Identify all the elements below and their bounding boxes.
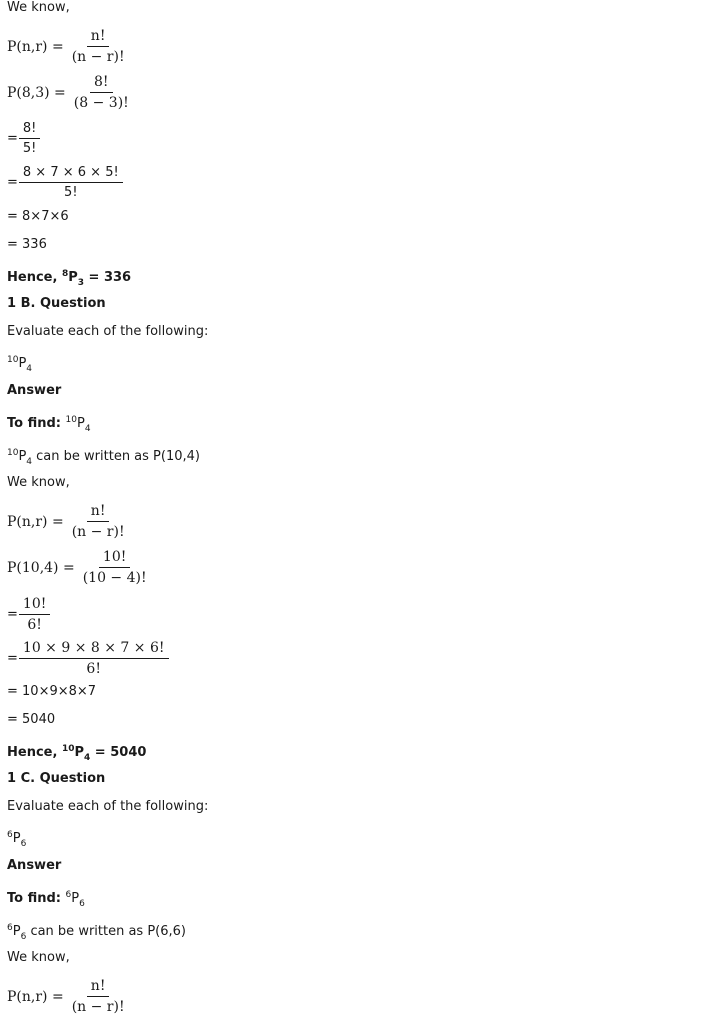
numerator: 10 × 9 × 8 × 7 × 6! <box>19 640 169 659</box>
equals-sign: = <box>7 607 18 622</box>
numerator: n! <box>87 28 110 47</box>
to-find-label: To find: <box>7 416 66 431</box>
formula-lhs: P(8,3) = <box>7 84 66 101</box>
question-expression <box>7 827 26 852</box>
superscript: 10 <box>65 415 77 425</box>
text-rest: can be written as P(10,4) <box>32 449 200 464</box>
equals-sign: = <box>7 175 18 190</box>
permutation-symbol: P <box>76 416 85 431</box>
text-line: We know, <box>7 475 70 490</box>
conclusion-prefix: Hence, <box>7 745 62 760</box>
formula-step <box>7 165 123 200</box>
fraction <box>79 549 151 586</box>
denominator: (8 − 3)! <box>73 95 129 111</box>
denominator: (n − r)! <box>71 49 125 65</box>
numerator: 10! <box>19 596 50 615</box>
answer-heading: Answer <box>7 383 62 398</box>
question-expression <box>7 352 32 377</box>
fraction <box>68 28 129 65</box>
to-find-label: To find: <box>7 891 66 906</box>
formula-permutation <box>7 978 129 1015</box>
text-line: = 10×9×8×7 <box>7 684 97 699</box>
fraction <box>19 640 169 677</box>
denominator: (n − r)! <box>71 999 125 1015</box>
fraction <box>70 74 133 111</box>
denominator: 5! <box>22 141 37 156</box>
denominator: (n − r)! <box>71 524 125 540</box>
permutation-symbol: P <box>74 745 85 760</box>
formula-step <box>7 596 50 633</box>
permutation-symbol: P <box>68 270 78 285</box>
numerator: 8! <box>19 121 40 139</box>
text-line: We know, <box>7 950 70 965</box>
superscript: 10 <box>7 355 19 365</box>
formula-p-8-3 <box>7 74 133 111</box>
equals-sign: = <box>7 131 18 146</box>
fraction <box>68 978 129 1015</box>
denominator: (10 − 4)! <box>82 570 147 586</box>
conclusion-value: = 336 <box>84 270 132 285</box>
denominator: 6! <box>86 661 101 677</box>
numerator: 8! <box>90 74 113 93</box>
subscript: 6 <box>20 839 27 849</box>
numerator: n! <box>87 978 110 997</box>
text-line <box>7 445 200 470</box>
question-heading: 1 C. Question <box>7 771 106 786</box>
conclusion-prefix: Hence, <box>7 270 62 285</box>
text-line: = 5040 <box>7 712 56 727</box>
permutation-symbol: P <box>71 891 80 906</box>
superscript: 8 <box>61 269 69 279</box>
to-find-line <box>7 412 91 437</box>
numerator: n! <box>87 503 110 522</box>
formula-lhs: P(10,4) = <box>7 559 75 576</box>
text-line: = 8×7×6 <box>7 209 69 224</box>
subscript: 4 <box>26 457 33 467</box>
question-heading: 1 B. Question <box>7 296 106 311</box>
formula-p-10-4 <box>7 549 151 586</box>
formula-lhs: P(n,r) = <box>7 988 64 1005</box>
formula-lhs: P(n,r) = <box>7 38 64 55</box>
subscript: 6 <box>79 899 85 909</box>
question-text: Evaluate each of the following: <box>7 799 209 814</box>
question-text: Evaluate each of the following: <box>7 324 209 339</box>
answer-heading: Answer <box>7 858 62 873</box>
conclusion-line <box>7 266 131 291</box>
subscript: 4 <box>84 753 91 763</box>
fraction <box>19 165 123 200</box>
formula-lhs: P(n,r) = <box>7 513 64 530</box>
conclusion-value: = 5040 <box>90 745 147 760</box>
fraction <box>19 596 50 633</box>
text-rest: can be written as P(6,6) <box>26 924 186 939</box>
fraction <box>68 503 129 540</box>
text-line: = 336 <box>7 237 47 252</box>
permutation-symbol: P <box>18 449 27 464</box>
subscript: 6 <box>20 932 27 942</box>
superscript: 6 <box>7 923 13 933</box>
conclusion-line <box>7 741 146 766</box>
text-line <box>7 920 186 945</box>
formula-step <box>7 640 169 677</box>
superscript: 10 <box>61 744 75 754</box>
superscript: 10 <box>7 448 19 458</box>
subscript: 4 <box>84 424 91 434</box>
permutation-symbol: P <box>18 356 27 371</box>
formula-permutation <box>7 28 129 65</box>
permutation-symbol: P <box>12 831 21 846</box>
numerator: 10! <box>99 549 130 568</box>
superscript: 6 <box>65 890 72 900</box>
formula-permutation <box>7 503 129 540</box>
denominator: 6! <box>27 617 42 633</box>
subscript: 4 <box>26 364 33 374</box>
denominator: 5! <box>64 185 78 200</box>
permutation-symbol: P <box>12 924 21 939</box>
fraction <box>19 121 40 156</box>
text-line: We know, <box>7 0 70 15</box>
equals-sign: = <box>7 651 18 666</box>
to-find-line <box>7 887 85 912</box>
superscript: 6 <box>7 830 13 840</box>
subscript: 3 <box>77 278 85 288</box>
formula-step <box>7 121 40 156</box>
numerator: 8 × 7 × 6 × 5! <box>19 165 123 183</box>
